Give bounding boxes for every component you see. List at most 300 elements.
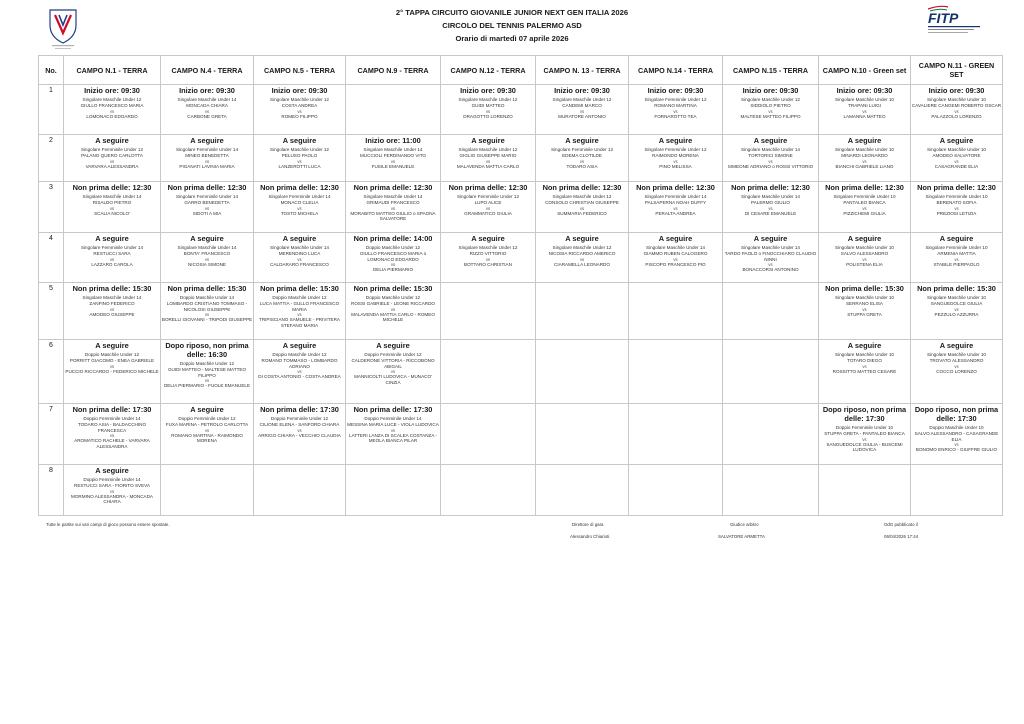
versus-label: vs bbox=[673, 205, 678, 211]
versus-label: vs bbox=[204, 256, 210, 262]
match-time: Inizio ore: 09:30 bbox=[460, 86, 516, 95]
match-entry bbox=[441, 182, 535, 216]
player-two: SCALIA NICOLO' bbox=[94, 210, 130, 216]
row-number: 4 bbox=[39, 233, 64, 283]
match-cell bbox=[161, 182, 254, 233]
player-two: DELIA PIERMARIO bbox=[372, 267, 414, 273]
player-two: PINO MELISSA bbox=[659, 163, 692, 169]
match-cell bbox=[536, 85, 629, 135]
match-cell bbox=[911, 182, 1003, 233]
player-one: FUXA MARINA - PETROLO CARLOTTA bbox=[165, 422, 249, 427]
player-two: ROMANO MARTINA - RAIMONDO MORENA bbox=[171, 432, 243, 444]
match-cell bbox=[161, 340, 254, 404]
match-category: Singolare Maschile Under 10 bbox=[835, 97, 894, 102]
player-one: AMODEO SALVATORE bbox=[932, 153, 981, 158]
player-one: CAVALIERE CANGEMI ROBERTO OSCAR bbox=[911, 103, 1002, 108]
player-two: PIZZICHEMI GIULIA bbox=[843, 210, 886, 216]
column-header-court: CAMPO N.11 - GREEN SET bbox=[911, 56, 1003, 85]
player-one: RISALDO PIETRO bbox=[92, 200, 132, 205]
player-two: SIDOTI A MIA bbox=[192, 210, 222, 216]
match-time: A seguire bbox=[753, 234, 788, 243]
versus-label: vs bbox=[485, 158, 491, 164]
match-entry bbox=[254, 135, 345, 169]
match-entry bbox=[346, 182, 440, 222]
match-time: Non prima delle: 12:30 bbox=[825, 183, 904, 192]
match-category: Singolare Maschile Under 14 bbox=[363, 147, 423, 152]
match-cell bbox=[629, 283, 723, 340]
player-two: PISCOPO FRANCESCO PIO bbox=[645, 261, 706, 267]
match-cell bbox=[629, 85, 723, 135]
match-time: A seguire bbox=[565, 234, 599, 243]
player-two: BONOMO ENRICO - GIUFFRE GIULIO bbox=[915, 447, 998, 453]
match-category: Singolare Femminile Under 14 bbox=[175, 147, 239, 152]
player-two: ROSSITTO MATTEO CESARE bbox=[832, 368, 897, 374]
player-one: NICOSIA RICCARDO AMERICO bbox=[548, 251, 616, 256]
column-header-no: No. bbox=[39, 56, 64, 85]
match-category: Singolare Femminile Under 12 bbox=[80, 147, 144, 152]
player-two: LOMONACO EDOARDO bbox=[86, 113, 138, 119]
player-two: SANGUEDOLCE GIULIA - BUSCEMI LUDOVICA bbox=[826, 441, 903, 453]
match-time: Non prima delle: 15:30 bbox=[72, 284, 152, 293]
match-entry bbox=[346, 283, 440, 323]
match-entry bbox=[911, 404, 1002, 453]
match-cell bbox=[254, 340, 346, 404]
match-category: Doppio Femminile Under 14 bbox=[83, 416, 141, 421]
match-cell bbox=[723, 404, 819, 465]
match-cell bbox=[723, 283, 819, 340]
player-two: BIANCHI GABRIELE LIANO bbox=[835, 163, 894, 169]
match-entry bbox=[254, 85, 345, 119]
match-time: A seguire bbox=[190, 405, 224, 414]
player-two: LANZEROTTI LUCA bbox=[278, 163, 321, 169]
player-one: GRIMAUDI FRANCESCO bbox=[366, 200, 420, 205]
versus-label: vs bbox=[768, 262, 773, 268]
match-cell bbox=[254, 85, 346, 135]
match-time: Non prima delle: 12:30 bbox=[353, 183, 433, 192]
match-time: A seguire bbox=[282, 136, 317, 145]
versus-label: vs bbox=[485, 256, 491, 262]
match-cell bbox=[536, 182, 629, 233]
match-entry bbox=[819, 135, 910, 169]
player-one: RESTUCCI SARA - FIORITO SVEVA bbox=[74, 483, 150, 488]
versus-label: vs bbox=[673, 108, 678, 114]
match-entry bbox=[161, 182, 253, 216]
published-label: OdG pubblicato il bbox=[884, 522, 918, 527]
match-time: A seguire bbox=[565, 136, 599, 145]
match-time: A seguire bbox=[753, 136, 788, 145]
match-time: A seguire bbox=[95, 466, 129, 475]
match-category: Singolare Maschile Under 14 bbox=[177, 245, 237, 250]
match-cell bbox=[441, 182, 536, 233]
player-one: CANDEMI MARCO bbox=[562, 103, 602, 108]
row-number: 2 bbox=[39, 135, 64, 182]
player-one: PALSAPERNA NOAH DUFFY bbox=[644, 200, 707, 205]
versus-label: vs bbox=[862, 158, 867, 164]
match-cell bbox=[64, 404, 161, 465]
match-category: Singolare Maschile Under 14 bbox=[363, 194, 423, 199]
match-time: Inizio ore: 11:00 bbox=[365, 136, 421, 145]
player-one: CILIONE ELENA - SANFORD CHIARA bbox=[259, 422, 340, 427]
table-row bbox=[39, 283, 1003, 340]
table-row bbox=[39, 340, 1003, 404]
match-time: Non prima delle: 12:30 bbox=[542, 183, 622, 192]
player-two: CIARAMELLA LEONARDO bbox=[554, 261, 610, 267]
player-two: TOSTO MICHELA bbox=[280, 210, 319, 216]
row-number: 5 bbox=[39, 283, 64, 340]
match-category: Doppio Maschile Under 12 bbox=[179, 361, 235, 366]
versus-label: vs bbox=[297, 158, 302, 164]
match-category: Singolare Maschile Under 12 bbox=[552, 245, 612, 250]
versus-label: vs bbox=[954, 363, 959, 369]
versus-label: vs bbox=[862, 256, 867, 262]
player-one: RESTUCCI SARA bbox=[93, 251, 131, 256]
player-two: PERALTA ANDREA bbox=[655, 210, 696, 216]
player-one: MESSINA MARIA LUCE - VIOLA LUDOVICA bbox=[347, 422, 439, 427]
match-time: Non prima delle: 12:30 bbox=[260, 183, 339, 192]
match-cell bbox=[441, 465, 536, 516]
match-category: Singolare Maschile Under 12 bbox=[458, 147, 518, 152]
match-cell bbox=[536, 233, 629, 283]
match-category: Singolare Femminile Under 14 bbox=[175, 194, 239, 199]
versus-label: vs bbox=[862, 363, 867, 369]
column-header-row bbox=[39, 56, 1003, 85]
match-time: A seguire bbox=[95, 136, 129, 145]
match-category: Singolare Femminile Under 14 bbox=[644, 194, 707, 199]
table-row bbox=[39, 85, 1003, 135]
match-category: Doppio Femminile Under 10 bbox=[835, 425, 894, 430]
player-two: TODARO ASIA bbox=[566, 163, 598, 169]
versus-label: vs bbox=[109, 205, 115, 211]
match-cell bbox=[911, 233, 1003, 283]
match-category: Singolare Maschile Under 12 bbox=[458, 97, 518, 102]
match-entry bbox=[819, 182, 910, 216]
player-one: MERENDINO LUCA bbox=[278, 251, 321, 256]
match-cell bbox=[346, 340, 441, 404]
match-time: A seguire bbox=[847, 341, 882, 350]
player-one: TORTORICI SIMONE bbox=[748, 153, 793, 158]
player-two: COCCO LORENZO bbox=[936, 368, 977, 374]
player-one: MONCADA CHIARA bbox=[186, 103, 228, 108]
versus-label: vs bbox=[768, 108, 773, 114]
match-cell bbox=[254, 465, 346, 516]
match-category: Singolare Maschile Under 12 bbox=[458, 245, 518, 250]
match-time: A seguire bbox=[190, 136, 224, 145]
title-line-1: 2° TAPPA CIRCUITO GIOVANILE JUNIOR NEXT GEN ITALIA 2026 bbox=[395, 8, 629, 17]
player-two: MALAVENDA MATTIA CARLO bbox=[456, 163, 520, 169]
player-two: LAZZARO CAROLA bbox=[91, 261, 133, 267]
tournament-title bbox=[0, 6, 1024, 45]
player-two: MALAVENDA MATTIA CARLO - ROMEO MICHELE bbox=[351, 311, 435, 323]
player-one: COSTA ANDREA bbox=[281, 103, 318, 108]
versus-label: vs bbox=[862, 306, 867, 312]
match-time: Non prima delle: 12:30 bbox=[636, 183, 715, 192]
match-cell bbox=[819, 404, 911, 465]
table-row bbox=[39, 182, 1003, 233]
match-category: Singolare Femminile Under 12 bbox=[644, 147, 707, 152]
match-category: Doppio Maschile Under 12 bbox=[84, 352, 140, 357]
player-two: BORELLI GIOVANNI - TRIPODI GIUSEPPE bbox=[161, 317, 253, 323]
match-cell bbox=[911, 85, 1003, 135]
match-cell bbox=[723, 182, 819, 233]
match-category: Singolare Femminile Under 14 bbox=[80, 245, 144, 250]
versus-label: vs bbox=[204, 108, 210, 114]
match-entry bbox=[64, 182, 160, 216]
table-row bbox=[39, 135, 1003, 182]
player-two: MALTESE MATTEO FILIPPO bbox=[740, 113, 801, 119]
player-one: LUPO ALICE bbox=[474, 200, 502, 205]
match-category: Doppio Femminile Under 12 bbox=[364, 352, 422, 357]
match-entry bbox=[819, 85, 910, 119]
versus-label: vs bbox=[954, 306, 959, 312]
match-time: Inizio ore: 09:30 bbox=[554, 86, 610, 95]
player-two: LAMANNA MATTEO bbox=[843, 113, 886, 119]
match-category: Singolare Maschile Under 12 bbox=[82, 97, 142, 102]
match-cell bbox=[723, 465, 819, 516]
match-category: Singolare Maschile Under 10 bbox=[835, 245, 894, 250]
player-two: ROMEO FILIPPO bbox=[281, 113, 318, 119]
match-cell bbox=[536, 283, 629, 340]
referee-name: SALVATORE ARMETTA bbox=[718, 534, 765, 539]
table-row bbox=[39, 233, 1003, 283]
match-time: A seguire bbox=[95, 234, 129, 243]
versus-label: vs bbox=[768, 205, 773, 211]
match-entry bbox=[911, 135, 1002, 169]
versus-label: vs bbox=[390, 427, 396, 433]
versus-label: vs bbox=[390, 306, 396, 312]
match-cell bbox=[254, 233, 346, 283]
match-entry bbox=[346, 404, 440, 444]
versus-label: vs bbox=[673, 158, 678, 164]
versus-label: vs bbox=[862, 436, 867, 442]
player-two: SUMMARIA FEDERICO bbox=[557, 210, 607, 216]
match-cell bbox=[819, 233, 911, 283]
match-time: Non prima delle: 12:30 bbox=[167, 183, 247, 192]
match-category: Doppio Femminile Under 14 bbox=[83, 477, 141, 482]
versus-label: vs bbox=[297, 108, 302, 114]
match-category: Singolare Maschile Under 10 bbox=[927, 352, 986, 357]
match-cell bbox=[161, 404, 254, 465]
match-cell bbox=[254, 135, 346, 182]
player-one: PORRITT GIACOMO - ENEA GABRIELE bbox=[69, 358, 155, 363]
match-cell bbox=[911, 404, 1003, 465]
versus-label: vs bbox=[109, 488, 115, 494]
match-category: Singolare Maschile Under 12 bbox=[552, 194, 612, 199]
match-cell bbox=[441, 233, 536, 283]
match-entry bbox=[346, 340, 440, 385]
player-one: ROMANO MARTINA bbox=[654, 103, 697, 108]
versus-label: vs bbox=[297, 427, 302, 433]
match-category: Singolare Femminile Under 12 bbox=[644, 97, 707, 102]
match-category: Doppio Maschile Under 10 bbox=[929, 425, 984, 430]
match-cell bbox=[441, 85, 536, 135]
player-one: SERRANO ELISA bbox=[845, 301, 884, 306]
match-cell bbox=[64, 283, 161, 340]
match-cell bbox=[441, 340, 536, 404]
match-entry bbox=[629, 182, 722, 216]
player-two: POLISTENA ELIA bbox=[846, 261, 883, 267]
versus-label: vs bbox=[954, 256, 959, 262]
match-category: Singolare Maschile Under 12 bbox=[270, 147, 329, 152]
versus-label: vs bbox=[297, 205, 302, 211]
match-cell bbox=[819, 135, 911, 182]
match-category: Singolare Femminile Under 14 bbox=[268, 194, 331, 199]
match-entry bbox=[819, 404, 910, 453]
match-entry bbox=[346, 233, 440, 273]
match-entry bbox=[819, 283, 910, 317]
versus-label: vs bbox=[390, 205, 396, 211]
match-time: Inizio ore: 09:30 bbox=[742, 86, 799, 95]
player-one: PELUSO PAOLO bbox=[281, 153, 318, 158]
match-cell bbox=[819, 85, 911, 135]
match-time: Non prima delle: 17:30 bbox=[260, 405, 339, 414]
match-entry bbox=[911, 340, 1002, 374]
player-two: DRAGOTTO LORENZO bbox=[463, 113, 513, 119]
column-header-court: CAMPO N.1 - TERRA bbox=[64, 56, 161, 85]
player-one: ARMENIA MATTIA bbox=[937, 251, 976, 256]
player-one: SANGUEDOLCE GIULIA bbox=[930, 301, 983, 306]
match-category: Singolare Femminile Under 12 bbox=[550, 147, 614, 152]
player-one: TOTARO DIEGO bbox=[847, 358, 882, 363]
versus-label: vs bbox=[862, 108, 867, 114]
player-one: PALANO QUERO CARLOTTA bbox=[81, 153, 143, 158]
match-category: Singolare Femminile Under 10 bbox=[833, 194, 896, 199]
match-cell bbox=[64, 135, 161, 182]
match-category: Singolare Femminile Under 10 bbox=[925, 194, 988, 199]
player-two: SIMEONE ADRIANO o ROSSI VITTORIO bbox=[727, 163, 814, 169]
match-time: A seguire bbox=[282, 234, 317, 243]
match-cell bbox=[629, 465, 723, 516]
player-one: MONACO CLELIA bbox=[280, 200, 319, 205]
player-one: EDEMA CLOTILDE bbox=[562, 153, 602, 158]
versus-label: vs bbox=[579, 205, 585, 211]
player-two: TRIPISCIANO SAMUELE - PRIVITERA STEFANO MARIA bbox=[259, 317, 340, 328]
match-category: Doppio Femminile Under 12 bbox=[270, 416, 329, 421]
schedule-table bbox=[38, 55, 1003, 516]
match-entry bbox=[911, 233, 1002, 267]
match-entry bbox=[64, 233, 160, 267]
match-category: Singolare Maschile Under 10 bbox=[835, 352, 894, 357]
player-one: CONSOLO CHRISTIAN GIUSEPPE bbox=[545, 200, 619, 205]
match-cell bbox=[723, 340, 819, 404]
versus-label: vs bbox=[297, 369, 302, 375]
column-header-court: CAMPO N.5 - TERRA bbox=[254, 56, 346, 85]
player-two: DI CESARE EMANUELE bbox=[744, 210, 797, 216]
player-one: SALVO ALESSANDRO - CASAGRANDE ELIA bbox=[914, 431, 999, 442]
match-cell bbox=[64, 182, 161, 233]
match-time: Inizio ore: 09:30 bbox=[84, 86, 140, 95]
match-entry bbox=[161, 85, 253, 119]
player-one: ZANFINO FEDERICO bbox=[89, 301, 135, 306]
player-one: BONTA' FRANCESCO bbox=[183, 251, 231, 256]
match-time: Non prima delle: 15:30 bbox=[825, 284, 904, 293]
match-cell bbox=[819, 465, 911, 516]
versus-label: vs bbox=[204, 312, 210, 318]
versus-label: vs bbox=[109, 363, 115, 369]
match-time: A seguire bbox=[658, 136, 693, 145]
match-cell bbox=[254, 283, 346, 340]
match-entry bbox=[64, 404, 160, 449]
versus-label: vs bbox=[297, 256, 302, 262]
match-cell bbox=[64, 465, 161, 516]
player-two: CALDARARO FRANCESCO bbox=[270, 261, 329, 267]
match-entry bbox=[629, 85, 722, 119]
match-category: Doppio Maschile Under 12 bbox=[272, 295, 327, 300]
match-cell bbox=[64, 85, 161, 135]
row-number: 1 bbox=[39, 85, 64, 135]
player-two: PEZZULO AZZURRA bbox=[934, 311, 979, 317]
match-time: Non prima delle: 15:30 bbox=[353, 284, 433, 293]
match-cell bbox=[723, 135, 819, 182]
match-category: Singolare Maschile Under 14 bbox=[177, 97, 237, 102]
match-cell bbox=[629, 233, 723, 283]
player-two: PREZIOSI LETIZIA bbox=[936, 210, 977, 216]
versus-label: vs bbox=[204, 205, 210, 211]
versus-label: vs bbox=[954, 158, 959, 164]
match-category: Singolare Maschile Under 14 bbox=[741, 194, 800, 199]
player-one: RAIMONDO MORENA bbox=[652, 153, 699, 158]
player-one: MINEO BENEDETTA bbox=[185, 153, 229, 158]
director-label: Direttore di gara bbox=[572, 522, 604, 527]
versus-label: vs bbox=[579, 256, 585, 262]
match-cell bbox=[629, 182, 723, 233]
match-time: A seguire bbox=[939, 341, 974, 350]
match-time: A seguire bbox=[282, 341, 317, 350]
player-one: GIAMMO RUBEN CALOGERO bbox=[643, 251, 708, 256]
match-time: Non prima delle: 12:30 bbox=[72, 183, 152, 192]
match-category: Singolare Maschile Under 14 bbox=[646, 245, 705, 250]
player-one: MUCCIOLI FERDINANDO VITO bbox=[359, 153, 427, 158]
match-category: Singolare Maschile Under 14 bbox=[82, 295, 142, 300]
match-category: Doppio Maschile Under 12 bbox=[365, 245, 421, 250]
versus-label: vs bbox=[579, 108, 585, 114]
player-one: GIULLO FRANCESCO MARIA o LOMONACO EDOARDO bbox=[359, 251, 427, 262]
match-cell bbox=[346, 135, 441, 182]
referee-label: Giudice arbitro bbox=[730, 522, 759, 527]
match-time: Dopo riposo, non prima delle: 17:30 bbox=[822, 405, 907, 423]
match-cell bbox=[723, 85, 819, 135]
match-entry bbox=[441, 233, 535, 267]
match-cell bbox=[911, 465, 1003, 516]
versus-label: vs bbox=[390, 158, 396, 164]
match-entry bbox=[536, 85, 628, 119]
column-header-court: CAMPO N.4 - TERRA bbox=[161, 56, 254, 85]
match-cell bbox=[441, 404, 536, 465]
match-category: Singolare Maschile Under 10 bbox=[835, 295, 894, 300]
match-entry bbox=[161, 404, 253, 444]
player-two: DELIA PIERMARIO - FUOLE EMANUELE bbox=[163, 383, 251, 389]
player-one: SALVO ALESSANDRO bbox=[840, 251, 889, 256]
match-entry bbox=[254, 404, 345, 438]
match-entry bbox=[161, 283, 253, 323]
match-cell bbox=[819, 340, 911, 404]
match-entry bbox=[346, 135, 440, 169]
match-time: A seguire bbox=[847, 136, 882, 145]
match-entry bbox=[161, 340, 253, 389]
match-entry bbox=[911, 182, 1002, 216]
match-time: Non prima delle: 15:30 bbox=[167, 284, 247, 293]
versus-label: vs bbox=[109, 433, 115, 439]
match-cell bbox=[911, 340, 1003, 404]
player-one: GIULLO FRANCESCO MARIA bbox=[80, 103, 144, 108]
match-cell bbox=[911, 135, 1003, 182]
player-one: TARDO PAOLO o FINOCCHIARO CLAUDIO NINNI bbox=[724, 251, 817, 262]
player-two: AMODEO GIUSEPPE bbox=[89, 311, 135, 317]
match-time: Inizio ore: 09:30 bbox=[179, 86, 235, 95]
match-time: A seguire bbox=[471, 234, 505, 243]
match-cell bbox=[64, 233, 161, 283]
player-one: RIZZO VITTORIO bbox=[469, 251, 507, 256]
match-category: Doppio Maschile Under 12 bbox=[365, 295, 421, 300]
